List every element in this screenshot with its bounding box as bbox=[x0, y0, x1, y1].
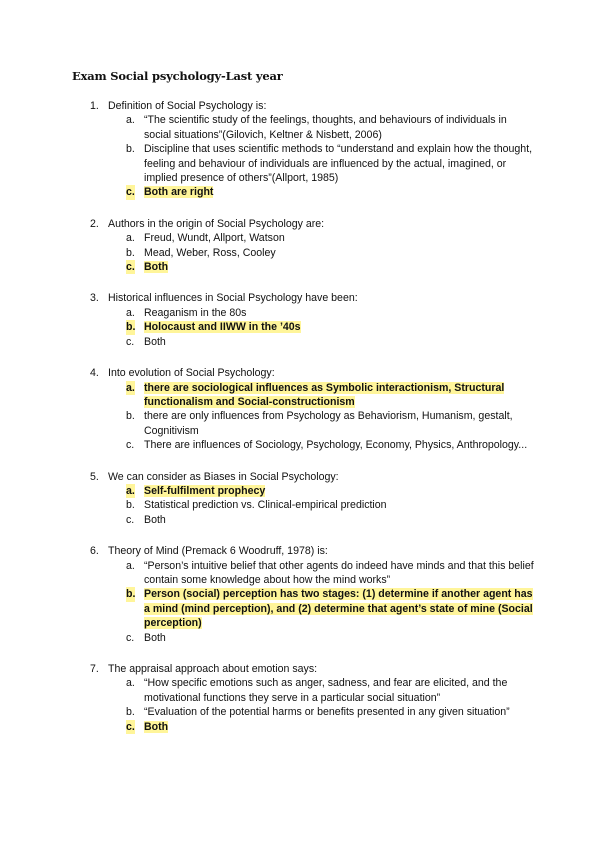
question-text: Theory of Mind (Premack 6 Woodruff, 1978) is: bbox=[108, 545, 328, 558]
option-text: “Evaluation of the potential harms or benefits presented in any given situation” bbox=[144, 706, 510, 719]
answer-option-c bbox=[126, 260, 536, 274]
answer-option-b bbox=[126, 246, 536, 260]
answer-option-b bbox=[126, 587, 536, 630]
highlighted-answer-text: there are sociological influences as Symbolic interactionism, Structural functionalism and Social-constructionism bbox=[144, 381, 505, 408]
option-text: Freud, Wundt, Allport, Watson bbox=[144, 232, 285, 245]
option-letter: b. bbox=[126, 246, 135, 259]
option-letter: a. bbox=[126, 677, 135, 690]
highlighted-answer-text: Both bbox=[144, 261, 169, 274]
option-letter: b. bbox=[126, 321, 136, 334]
question-number: 4. bbox=[90, 367, 99, 380]
question-text: Historical influences in Social Psychology have been: bbox=[108, 292, 358, 305]
option-letter: c. bbox=[126, 631, 135, 644]
answer-option-c bbox=[126, 438, 536, 452]
option-text: Statistical prediction vs. Clinical-empirical prediction bbox=[144, 499, 387, 512]
option-text: Both bbox=[144, 513, 166, 526]
answer-option-b bbox=[126, 320, 536, 334]
answer-option-a bbox=[126, 559, 536, 588]
option-text: Discipline that uses scientific methods to “understand and explain how the thought, feeling and behaviour of individuals are influenced by the actual, imagined, or implied presence of others”(Allport, 1985) bbox=[144, 143, 533, 185]
answer-option-b bbox=[126, 142, 536, 185]
option-letter: b. bbox=[126, 706, 135, 719]
option-letter: a. bbox=[126, 381, 135, 394]
option-text: Both bbox=[144, 335, 166, 348]
option-letter: c. bbox=[126, 186, 135, 199]
question-1 bbox=[0, 99, 600, 200]
question-5 bbox=[0, 470, 600, 528]
option-text: Reaganism in the 80s bbox=[144, 306, 247, 319]
question-2 bbox=[0, 217, 600, 275]
question-number: 7. bbox=[90, 663, 99, 675]
option-letter: c. bbox=[126, 439, 135, 452]
question-text: We can consider as Biases in Social Psychology: bbox=[108, 470, 339, 483]
highlighted-answer-text: Person (social) perception has two stages: (1) determine if another agent has a mind (mind perception), and (2) determine that agent’s state of mine (Social perception) bbox=[144, 588, 533, 630]
question-text: Authors in the origin of Social Psychology are: bbox=[108, 217, 325, 230]
answer-option-b bbox=[126, 705, 536, 719]
question-number: 6. bbox=[90, 545, 99, 558]
option-text: “Person’s intuitive belief that other agents do indeed have minds and that this belief contain some knowledge about how the mind works” bbox=[144, 559, 534, 586]
answer-option-c bbox=[126, 631, 536, 645]
option-letter: b. bbox=[126, 410, 135, 423]
answer-option-a bbox=[126, 484, 536, 498]
question-number: 3. bbox=[90, 292, 99, 305]
option-letter: c. bbox=[126, 720, 135, 733]
option-letter: c. bbox=[126, 513, 135, 526]
option-letter: b. bbox=[126, 499, 135, 512]
option-letter: a. bbox=[126, 559, 135, 572]
highlighted-answer-text: Holocaust and IIWW in the ’40s bbox=[144, 321, 301, 334]
option-text: “How specific emotions such as anger, sadness, and fear are elicited, and the motivational functions they serve in a particular social situation” bbox=[144, 677, 508, 704]
answer-option-a bbox=[126, 231, 536, 245]
answer-option-a bbox=[126, 113, 536, 142]
question-3 bbox=[0, 291, 600, 349]
answer-option-a bbox=[126, 306, 536, 320]
option-letter: b. bbox=[126, 143, 135, 156]
option-letter: c. bbox=[126, 261, 135, 274]
document-title: Exam Social psychology-Last year bbox=[72, 69, 283, 83]
question-6 bbox=[0, 544, 600, 645]
option-text: Both bbox=[144, 631, 166, 644]
option-text: Mead, Weber, Ross, Cooley bbox=[144, 246, 276, 259]
answer-option-b bbox=[126, 498, 536, 512]
option-letter: a. bbox=[126, 306, 135, 319]
highlighted-answer-text: Both bbox=[144, 720, 169, 733]
answer-option-a bbox=[126, 381, 536, 410]
answer-option-b bbox=[126, 409, 536, 438]
question-text: Definition of Social Psychology is: bbox=[108, 100, 267, 112]
question-number: 5. bbox=[90, 470, 99, 483]
option-text: there are only influences from Psychology as Behaviorism, Humanism, gestalt, Cognitivism bbox=[144, 410, 513, 437]
option-letter: a. bbox=[126, 484, 135, 497]
option-letter: c. bbox=[126, 335, 135, 348]
question-text: The appraisal approach about emotion says: bbox=[108, 663, 318, 675]
option-letter: a. bbox=[126, 232, 135, 245]
option-text: “The scientific study of the feelings, thoughts, and behaviours of individuals in social situations”(Gilovich, Keltner & Nisbett, 2006) bbox=[144, 114, 507, 141]
answer-option-c bbox=[126, 335, 536, 349]
answer-option-c bbox=[126, 185, 536, 199]
answer-option-c bbox=[126, 513, 536, 527]
question-number: 1. bbox=[90, 100, 99, 112]
question-7 bbox=[0, 662, 600, 734]
option-text: There are influences of Sociology, Psychology, Economy, Physics, Anthropology... bbox=[144, 439, 528, 452]
question-number: 2. bbox=[90, 217, 99, 230]
question-list bbox=[0, 99, 600, 751]
option-letter: b. bbox=[126, 588, 136, 601]
highlighted-answer-text: Self-fulfilment prophecy bbox=[144, 484, 266, 497]
highlighted-answer-text: Both are right bbox=[144, 186, 214, 199]
answer-option-a bbox=[126, 676, 536, 705]
question-4 bbox=[0, 366, 600, 452]
answer-option-c bbox=[126, 720, 536, 734]
option-letter: a. bbox=[126, 114, 135, 127]
question-text: Into evolution of Social Psychology: bbox=[108, 367, 275, 380]
